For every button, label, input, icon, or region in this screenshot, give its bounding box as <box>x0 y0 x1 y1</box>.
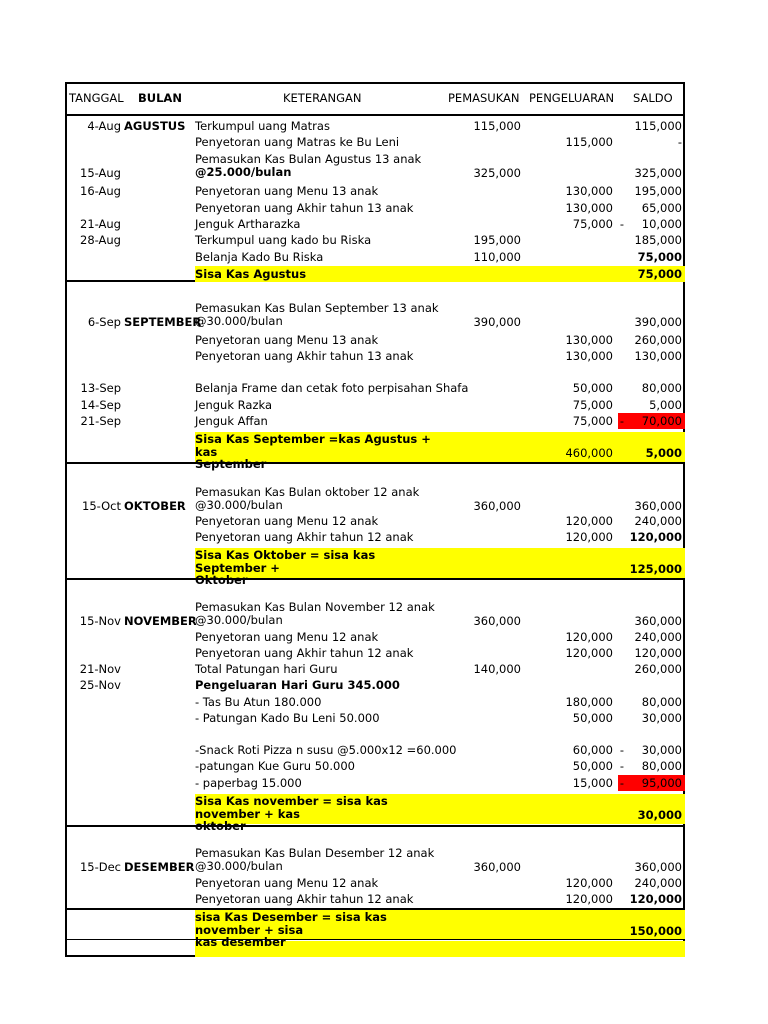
balance-cell: - <box>677 135 682 149</box>
balance-cell: 75,000 <box>637 250 682 264</box>
description-cell: -patungan Kue Guru 50.000 <box>195 759 355 773</box>
balance-cell: 260,000 <box>634 662 682 676</box>
table-row <box>67 397 683 413</box>
description-cell: Penyetoran uang Menu 13 anak <box>195 333 379 347</box>
table-row <box>67 891 683 907</box>
description-line: Pemasukan Kas Bulan November 12 anak <box>195 600 435 614</box>
header-pemasukan: PEMASUKAN <box>448 91 520 105</box>
ledger-sheet <box>65 82 685 957</box>
expense-cell: 130,000 <box>565 184 613 198</box>
description-cell: Penyetoran uang Menu 12 anak <box>195 514 379 528</box>
table-row <box>67 600 683 630</box>
description-cell: Penyetoran uang Matras ke Bu Leni <box>195 135 400 149</box>
date-cell: 15-Nov <box>79 614 121 628</box>
date-cell: 21-Nov <box>79 662 121 676</box>
description-line: September <box>195 457 267 471</box>
month-label: AGUSTUS <box>124 119 186 133</box>
balance-cell: 75,000 <box>637 267 682 281</box>
balance-cell: 260,000 <box>634 333 682 347</box>
table-row <box>67 758 683 774</box>
date-cell: 21-Sep <box>80 414 121 428</box>
expense-cell: 180,000 <box>565 695 613 709</box>
income-cell: 110,000 <box>473 250 521 264</box>
expense-cell: 460,000 <box>565 446 613 460</box>
balance-cell: 80,000 <box>641 381 682 395</box>
table-row <box>67 413 683 429</box>
description-cell <box>195 601 445 626</box>
expense-cell: 130,000 <box>565 201 613 215</box>
income-cell: 360,000 <box>473 614 521 628</box>
table-row <box>67 742 683 758</box>
table-row <box>67 846 683 876</box>
income-cell: 115,000 <box>473 119 521 133</box>
description-cell <box>195 847 445 872</box>
balance-cell: 95,000 <box>641 776 682 790</box>
table-row <box>67 645 683 661</box>
table-row <box>67 200 683 216</box>
table-row <box>67 629 683 645</box>
balance-cell: 360,000 <box>634 860 682 874</box>
summary-row <box>67 548 683 587</box>
description-cell: Belanja Kado Bu Riska <box>195 250 324 264</box>
table-row <box>67 380 683 396</box>
description-line: Oktober <box>195 573 248 587</box>
date-cell: 21-Aug <box>80 217 121 231</box>
header-saldo: SALDO <box>633 91 673 105</box>
expense-cell: 50,000 <box>572 759 613 773</box>
description-cell: Terkumpul uang kado bu Riska <box>195 233 372 247</box>
balance-cell: 130,000 <box>634 349 682 363</box>
table-row <box>67 677 683 693</box>
expense-cell: 50,000 <box>572 381 613 395</box>
balance-cell: 80,000 <box>641 759 682 773</box>
description-line: Pemasukan Kas Bulan oktober 12 anak <box>195 485 420 499</box>
balance-cell: 195,000 <box>634 184 682 198</box>
description-cell <box>195 549 445 587</box>
balance-cell: 5,000 <box>649 398 682 412</box>
date-cell: 15-Oct <box>82 499 121 513</box>
balance-cell: 240,000 <box>634 630 682 644</box>
description-cell: Penyetoran uang Menu 12 anak <box>195 630 379 644</box>
month-label: SEPTEMBER <box>124 315 202 329</box>
date-cell: 15-Dec <box>79 860 121 874</box>
expense-cell: 120,000 <box>565 630 613 644</box>
description-line: @30.000/bulan <box>195 612 283 627</box>
description-cell: Penyetoran uang Akhir tahun 13 anak <box>195 201 414 215</box>
balance-cell: 30,000 <box>637 808 682 822</box>
expense-cell: 75,000 <box>572 217 613 231</box>
income-cell: 140,000 <box>473 662 521 676</box>
date-cell: 28-Aug <box>80 233 121 247</box>
balance-cell: 185,000 <box>634 233 682 247</box>
month-label: DESEMBER <box>124 860 195 874</box>
description-cell: Jenguk Razka <box>195 398 272 412</box>
description-cell <box>195 911 445 949</box>
balance-cell: 80,000 <box>641 695 682 709</box>
description-line: @30.000/bulan <box>195 313 283 328</box>
description-line: Sisa Kas november = sisa kas november + kas <box>195 794 388 821</box>
expense-cell: 75,000 <box>572 414 613 428</box>
expense-cell: 120,000 <box>565 646 613 660</box>
date-cell: 16-Aug <box>80 184 121 198</box>
description-cell: Penyetoran uang Akhir tahun 13 anak <box>195 349 414 363</box>
balance-cell: 125,000 <box>629 562 682 576</box>
description-cell: Jenguk Affan <box>195 414 268 428</box>
expense-cell: 130,000 <box>565 333 613 347</box>
description-line: Pemasukan Kas Bulan Agustus 13 anak <box>195 152 422 166</box>
expense-cell: 15,000 <box>572 776 613 790</box>
expense-cell: 120,000 <box>565 876 613 890</box>
header-pengeluaran: PENGELUARAN <box>529 91 615 105</box>
income-cell: 325,000 <box>473 166 521 180</box>
description-line: Sisa Kas September =kas Agustus + kas <box>195 432 431 459</box>
date-cell: 15-Aug <box>80 166 121 180</box>
description-line: Pemasukan Kas Bulan Desember 12 anak <box>195 846 435 860</box>
description-cell <box>195 486 445 511</box>
income-cell: 360,000 <box>473 860 521 874</box>
table-row <box>67 134 683 150</box>
table-row <box>67 183 683 199</box>
table-row <box>67 710 683 726</box>
balance-cell: 10,000 <box>641 217 682 231</box>
table-row <box>67 694 683 710</box>
table-row <box>67 301 683 331</box>
description-line: kas desember <box>195 935 286 949</box>
table-row <box>67 249 683 265</box>
description-cell: Penyetoran uang Menu 12 anak <box>195 876 379 890</box>
header-tanggal: TANGGAL <box>69 91 124 105</box>
description-cell: Terkumpul uang Matras <box>195 119 330 133</box>
table-row <box>67 661 683 677</box>
summary-row <box>67 266 683 282</box>
summary-row <box>67 432 683 471</box>
summary-row <box>67 794 683 833</box>
balance-cell: 360,000 <box>634 499 682 513</box>
income-cell: 360,000 <box>473 499 521 513</box>
date-cell: 6-Sep <box>87 315 121 329</box>
month-label: OKTOBER <box>124 499 186 513</box>
description-line: Pemasukan Kas Bulan September 13 anak <box>195 301 439 315</box>
negative-marker: - <box>619 776 625 790</box>
table-row <box>67 513 683 529</box>
income-cell: 390,000 <box>473 315 521 329</box>
expense-cell: 115,000 <box>565 135 613 149</box>
table-row <box>67 118 683 134</box>
description-cell: -Snack Roti Pizza n susu @5.000x12 =60.000 <box>195 743 457 757</box>
header-row <box>67 90 683 106</box>
description-cell: Jenguk Artharazka <box>195 217 301 231</box>
description-cell: Penyetoran uang Akhir tahun 12 anak <box>195 646 414 660</box>
description-line: Sisa Kas Oktober = sisa kas September + <box>195 548 376 575</box>
description-line: sisa Kas Desember = sisa kas november + sisa <box>195 910 387 937</box>
date-cell: 14-Sep <box>80 398 121 412</box>
balance-cell: 30,000 <box>641 743 682 757</box>
header-keterangan: KETERANGAN <box>283 91 362 105</box>
balance-cell: 120,000 <box>629 530 682 544</box>
expense-cell: 120,000 <box>565 514 613 528</box>
description-cell: - Patungan Kado Bu Leni 50.000 <box>195 711 380 725</box>
balance-cell: 115,000 <box>634 119 682 133</box>
date-cell: 13-Sep <box>80 381 121 395</box>
header-divider <box>67 114 683 116</box>
month-label: NOVEMBER <box>124 614 197 628</box>
description-cell: Sisa Kas Agustus <box>195 267 307 281</box>
table-row <box>67 232 683 248</box>
date-cell: 25-Nov <box>79 678 121 692</box>
date-cell: 4-Aug <box>87 119 121 133</box>
balance-cell: 70,000 <box>641 414 682 428</box>
description-cell: Total Patungan hari Guru <box>195 662 338 676</box>
description-cell: - paperbag 15.000 <box>195 776 302 790</box>
balance-cell: 120,000 <box>629 892 682 906</box>
expense-cell: 120,000 <box>565 530 613 544</box>
expense-cell: 130,000 <box>565 349 613 363</box>
description-cell: Penyetoran uang Akhir tahun 12 anak <box>195 530 414 544</box>
table-row <box>67 875 683 891</box>
description-cell <box>195 433 445 471</box>
negative-marker: - <box>619 743 625 757</box>
table-row <box>67 348 683 364</box>
header-bulan: BULAN <box>138 91 182 105</box>
expense-cell: 75,000 <box>572 398 613 412</box>
description-cell: - Tas Bu Atun 180.000 <box>195 695 322 709</box>
description-cell: Pengeluaran Hari Guru 345.000 <box>195 678 400 692</box>
negative-marker: - <box>619 759 625 773</box>
table-row <box>67 529 683 545</box>
balance-cell: 65,000 <box>641 201 682 215</box>
balance-cell: 240,000 <box>634 514 682 528</box>
balance-cell: 325,000 <box>634 166 682 180</box>
expense-cell: 50,000 <box>572 711 613 725</box>
description-cell <box>195 153 445 178</box>
description-line: oktober <box>195 819 246 833</box>
description-cell <box>195 302 445 327</box>
description-line: @30.000/bulan <box>195 858 283 873</box>
balance-cell: 360,000 <box>634 614 682 628</box>
balance-cell: 240,000 <box>634 876 682 890</box>
income-cell: 195,000 <box>473 233 521 247</box>
description-line: @25.000/bulan <box>195 164 292 179</box>
negative-marker: - <box>619 217 625 231</box>
expense-cell: 60,000 <box>572 743 613 757</box>
balance-cell: 120,000 <box>634 646 682 660</box>
balance-cell: 390,000 <box>634 315 682 329</box>
balance-cell: 30,000 <box>641 711 682 725</box>
table-row <box>67 332 683 348</box>
table-row <box>67 216 683 232</box>
table-row <box>67 775 683 791</box>
expense-cell: 120,000 <box>565 892 613 906</box>
description-cell <box>195 795 445 833</box>
negative-marker: - <box>619 414 625 428</box>
table-row <box>67 485 683 515</box>
table-row <box>67 152 683 182</box>
description-cell: Belanja Frame dan cetak foto perpisahan Shafa <box>195 381 469 395</box>
summary-row <box>67 910 683 949</box>
description-line: @30.000/bulan <box>195 497 283 512</box>
balance-cell: 150,000 <box>629 924 682 938</box>
balance-cell: 5,000 <box>645 446 682 460</box>
description-cell: Penyetoran uang Akhir tahun 12 anak <box>195 892 414 906</box>
description-cell: Penyetoran uang Menu 13 anak <box>195 184 379 198</box>
